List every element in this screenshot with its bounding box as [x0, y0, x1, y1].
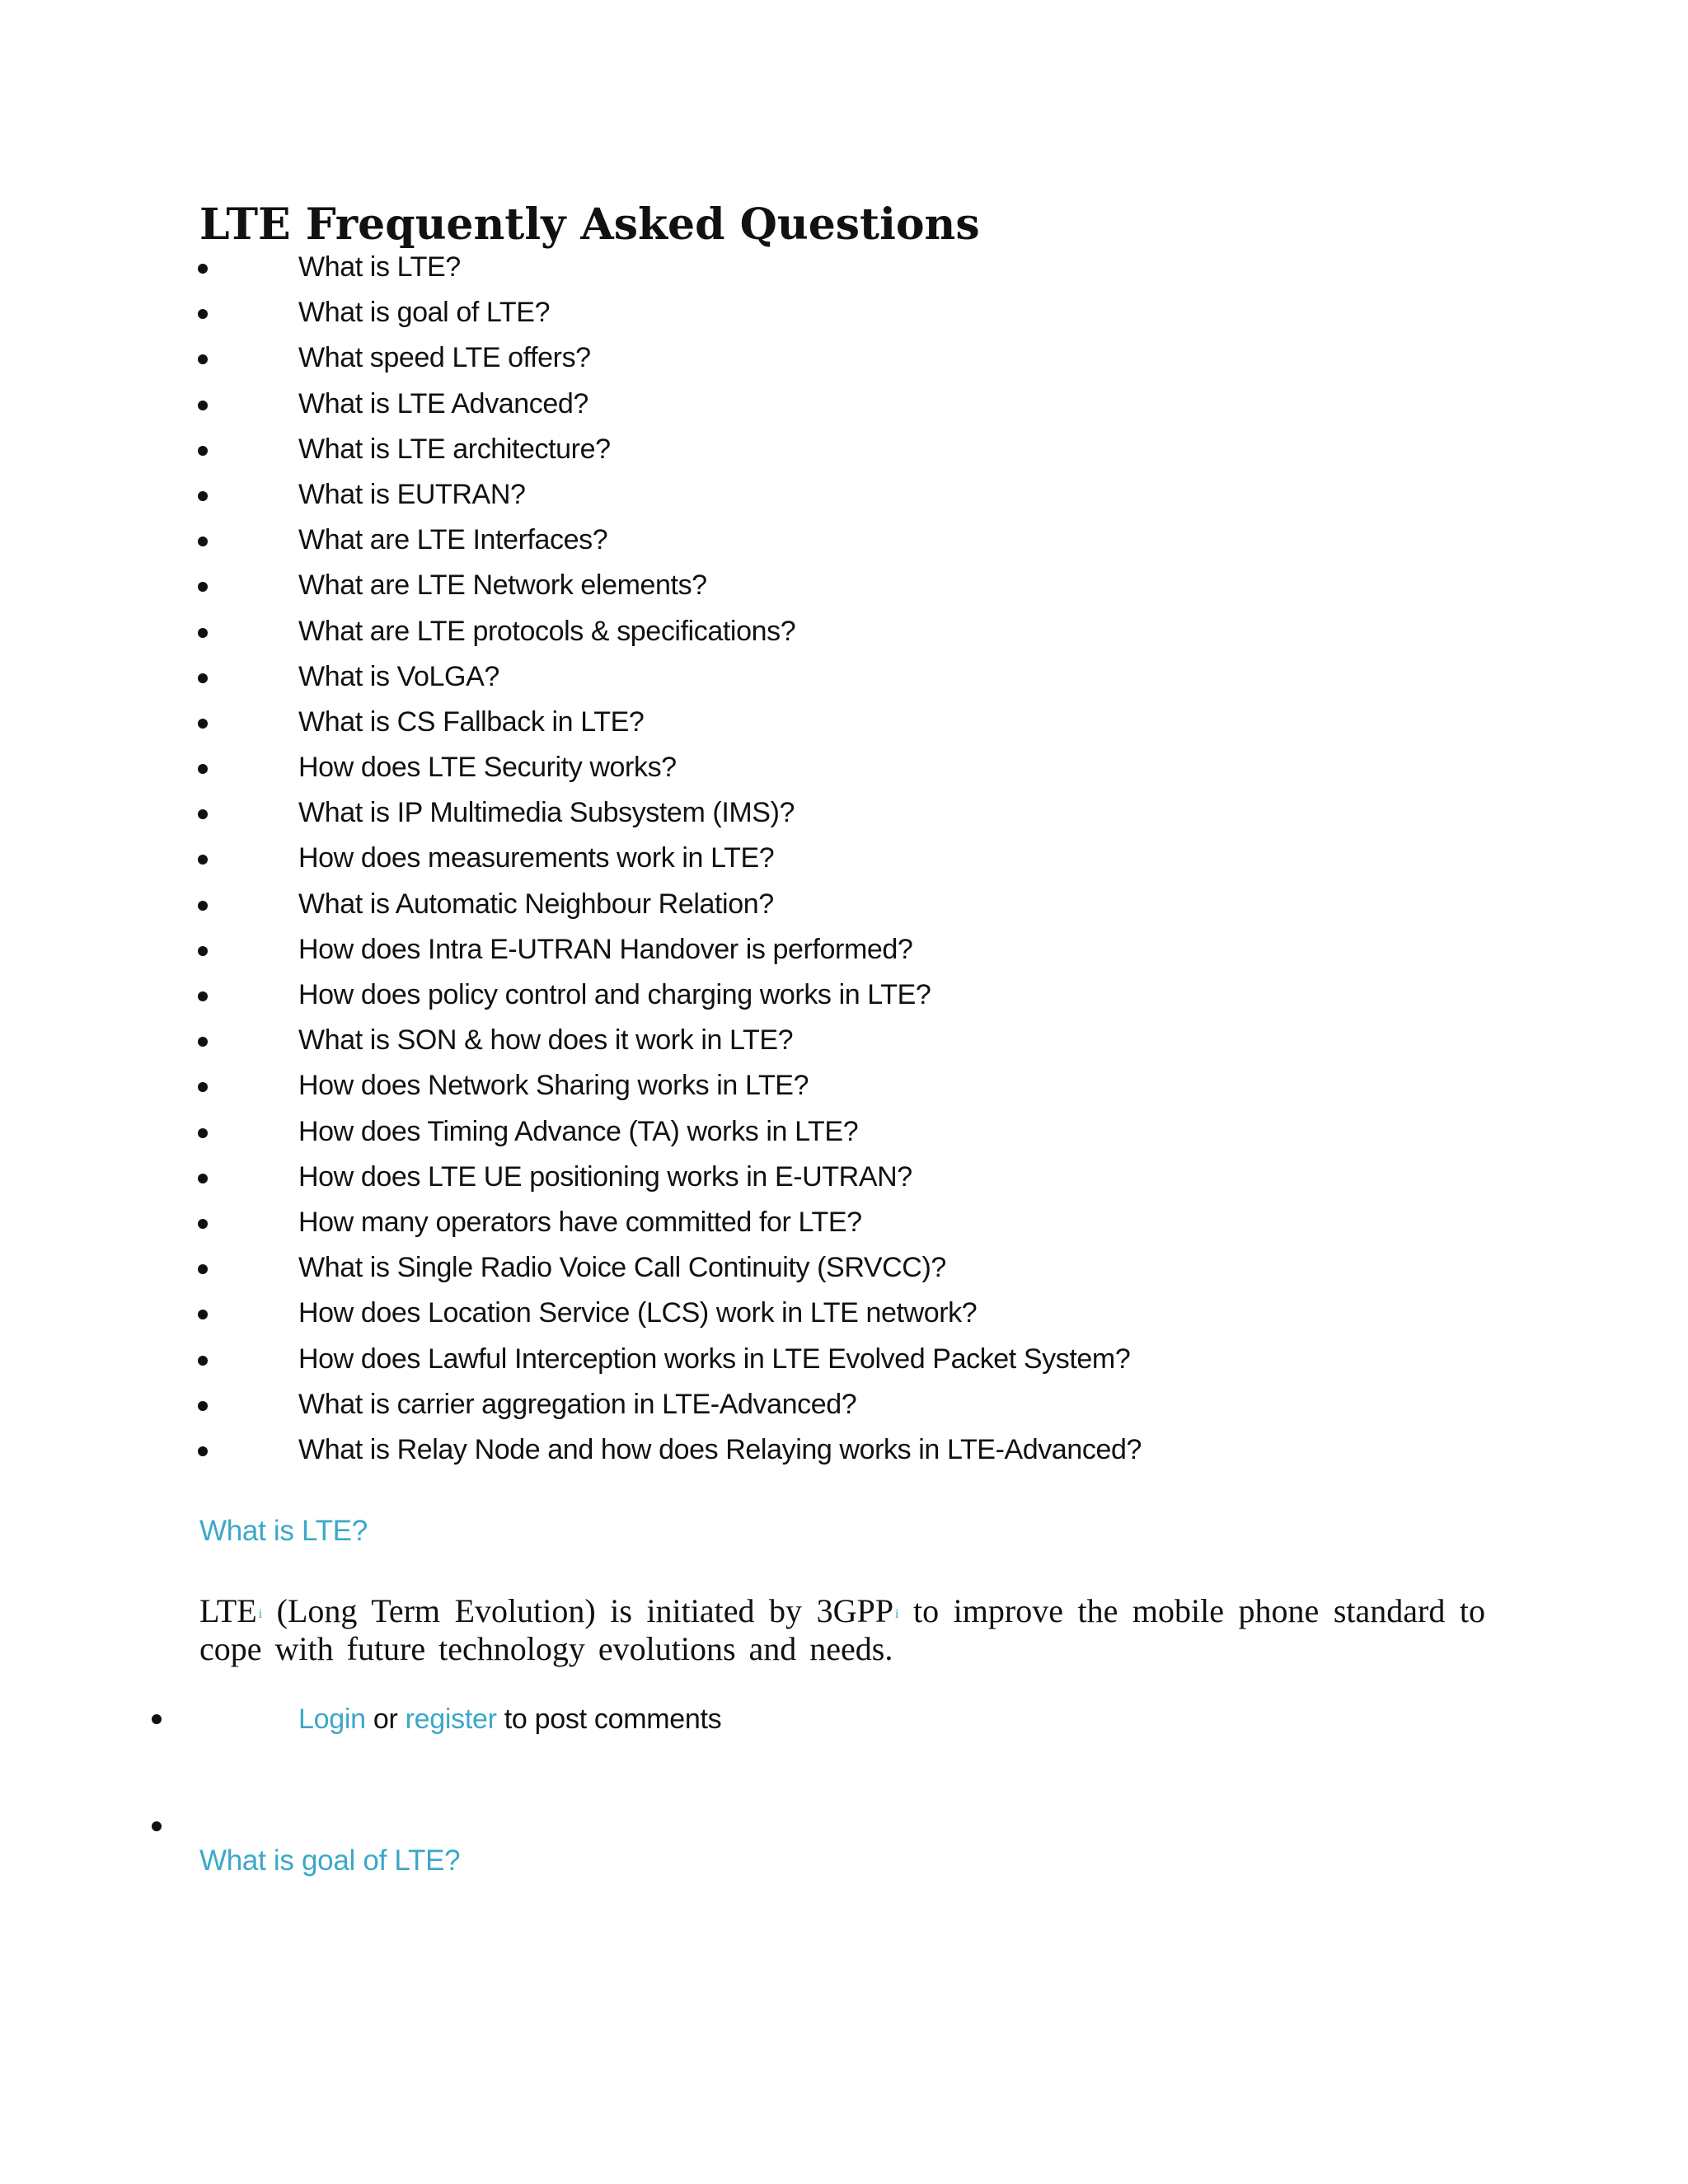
bullet-dot	[198, 264, 208, 274]
bullet-dot	[198, 946, 208, 956]
faq-question-text[interactable]: How many operators have committed for LTE?	[298, 1206, 862, 1238]
bullet-dot	[198, 991, 208, 1001]
bullet-dot	[198, 354, 208, 364]
bullet-dot	[198, 809, 208, 819]
bullet-dot	[198, 1401, 208, 1411]
bullet-dot	[198, 309, 208, 319]
bullet-dot	[152, 1821, 162, 1831]
bullet-dot	[198, 446, 208, 456]
bullet-dot	[198, 582, 208, 592]
bullet-dot	[198, 901, 208, 911]
faq-question-text[interactable]: What is VoLGA?	[298, 660, 499, 692]
faq-question-text[interactable]: What are LTE protocols & specifications?	[298, 615, 796, 647]
comment-or-text: or	[365, 1704, 406, 1735]
section-heading-what-is-lte: What is LTE?	[199, 1515, 368, 1547]
faq-question-text[interactable]: What is IP Multimedia Subsystem (IMS)?	[298, 797, 795, 829]
bullet-dot	[198, 1310, 208, 1319]
faq-question-text[interactable]: What speed LTE offers?	[298, 342, 591, 374]
faq-question-text[interactable]: What is Relay Node and how does Relaying works in LTE-Advanced?	[298, 1433, 1142, 1465]
bullet-dot	[152, 1714, 162, 1724]
faq-question-text[interactable]: How does LTE UE positioning works in E-UTRAN?	[298, 1160, 912, 1193]
bullet-dot	[198, 537, 208, 546]
faq-question-text[interactable]: What is LTE Advanced?	[298, 387, 588, 419]
lte-definition-text-1: (Long Term Evolution) is initiated by	[262, 1592, 817, 1629]
section-heading-goal-of-lte: What is goal of LTE?	[199, 1844, 461, 1877]
faq-question-text[interactable]: What is goal of LTE?	[298, 297, 551, 329]
faq-question-text[interactable]: What is Single Radio Voice Call Continuity (SRVCC)?	[298, 1252, 946, 1284]
bullet-dot	[198, 1037, 208, 1047]
faq-question-text[interactable]: How does Location Service (LCS) work in LTE network?	[298, 1297, 978, 1329]
bullet-dot	[198, 1219, 208, 1229]
bullet-dot	[198, 764, 208, 774]
faq-question-text[interactable]: What is carrier aggregation in LTE-Advanced?	[298, 1388, 857, 1420]
register-link[interactable]: register	[405, 1704, 497, 1735]
3gpp-footnote-link[interactable]: i	[895, 1607, 899, 1621]
lte-definition-text-2: to improve the mobile phone standard to cope with future technology evolutions and needs.	[199, 1592, 1486, 1667]
3gpp-term: 3GPP	[816, 1592, 893, 1629]
login-link[interactable]: Login	[298, 1704, 366, 1735]
lte-definition-paragraph	[199, 1592, 1485, 1668]
bullet-dot	[198, 855, 208, 865]
faq-question-text[interactable]: How does measurements work in LTE?	[298, 842, 775, 874]
bullet-dot	[198, 401, 208, 410]
faq-question-text[interactable]: What is Automatic Neighbour Relation?	[298, 888, 774, 920]
faq-question-text[interactable]: What is SON & how does it work in LTE?	[298, 1024, 794, 1057]
faq-question-text[interactable]: How does Timing Advance (TA) works in LTE?	[298, 1115, 859, 1147]
lte-footnote-link[interactable]: i	[258, 1607, 263, 1621]
faq-question-text[interactable]: What is CS Fallback in LTE?	[298, 705, 645, 738]
faq-question-text[interactable]: What is EUTRAN?	[298, 478, 526, 510]
bullet-dot	[198, 1264, 208, 1274]
faq-question-text[interactable]: How does LTE Security works?	[298, 752, 677, 784]
bullet-dot	[198, 1128, 208, 1138]
bullet-dot	[198, 628, 208, 638]
lte-term: LTE	[199, 1592, 257, 1629]
faq-question-text[interactable]: What are LTE Network elements?	[298, 569, 707, 602]
faq-question-text[interactable]: What is LTE architecture?	[298, 433, 611, 465]
bullet-dot	[198, 1174, 208, 1183]
faq-question-text[interactable]: What are LTE Interfaces?	[298, 524, 608, 556]
bullet-dot	[198, 491, 208, 501]
bullet-dot	[198, 1356, 208, 1366]
faq-question-text[interactable]: How does Lawful Interception works in LTE Evolved Packet System?	[298, 1343, 1131, 1375]
faq-question-text[interactable]: How does Network Sharing works in LTE?	[298, 1070, 809, 1102]
bullet-dot	[198, 1082, 208, 1092]
comment-prompt	[298, 1696, 721, 1742]
comment-suffix-text: to post comments	[496, 1704, 722, 1735]
faq-question-text[interactable]: How does policy control and charging works in LTE?	[298, 979, 931, 1010]
bullet-dot	[198, 719, 208, 729]
faq-question-text[interactable]: How does Intra E-UTRAN Handover is performed?	[298, 933, 913, 965]
page-title: LTE Frequently Asked Questions	[199, 199, 980, 250]
faq-question-text[interactable]: What is LTE?	[298, 251, 461, 283]
comment-prompt-row	[0, 1696, 1688, 1742]
bullet-dot	[198, 1446, 208, 1456]
bullet-dot	[198, 673, 208, 683]
